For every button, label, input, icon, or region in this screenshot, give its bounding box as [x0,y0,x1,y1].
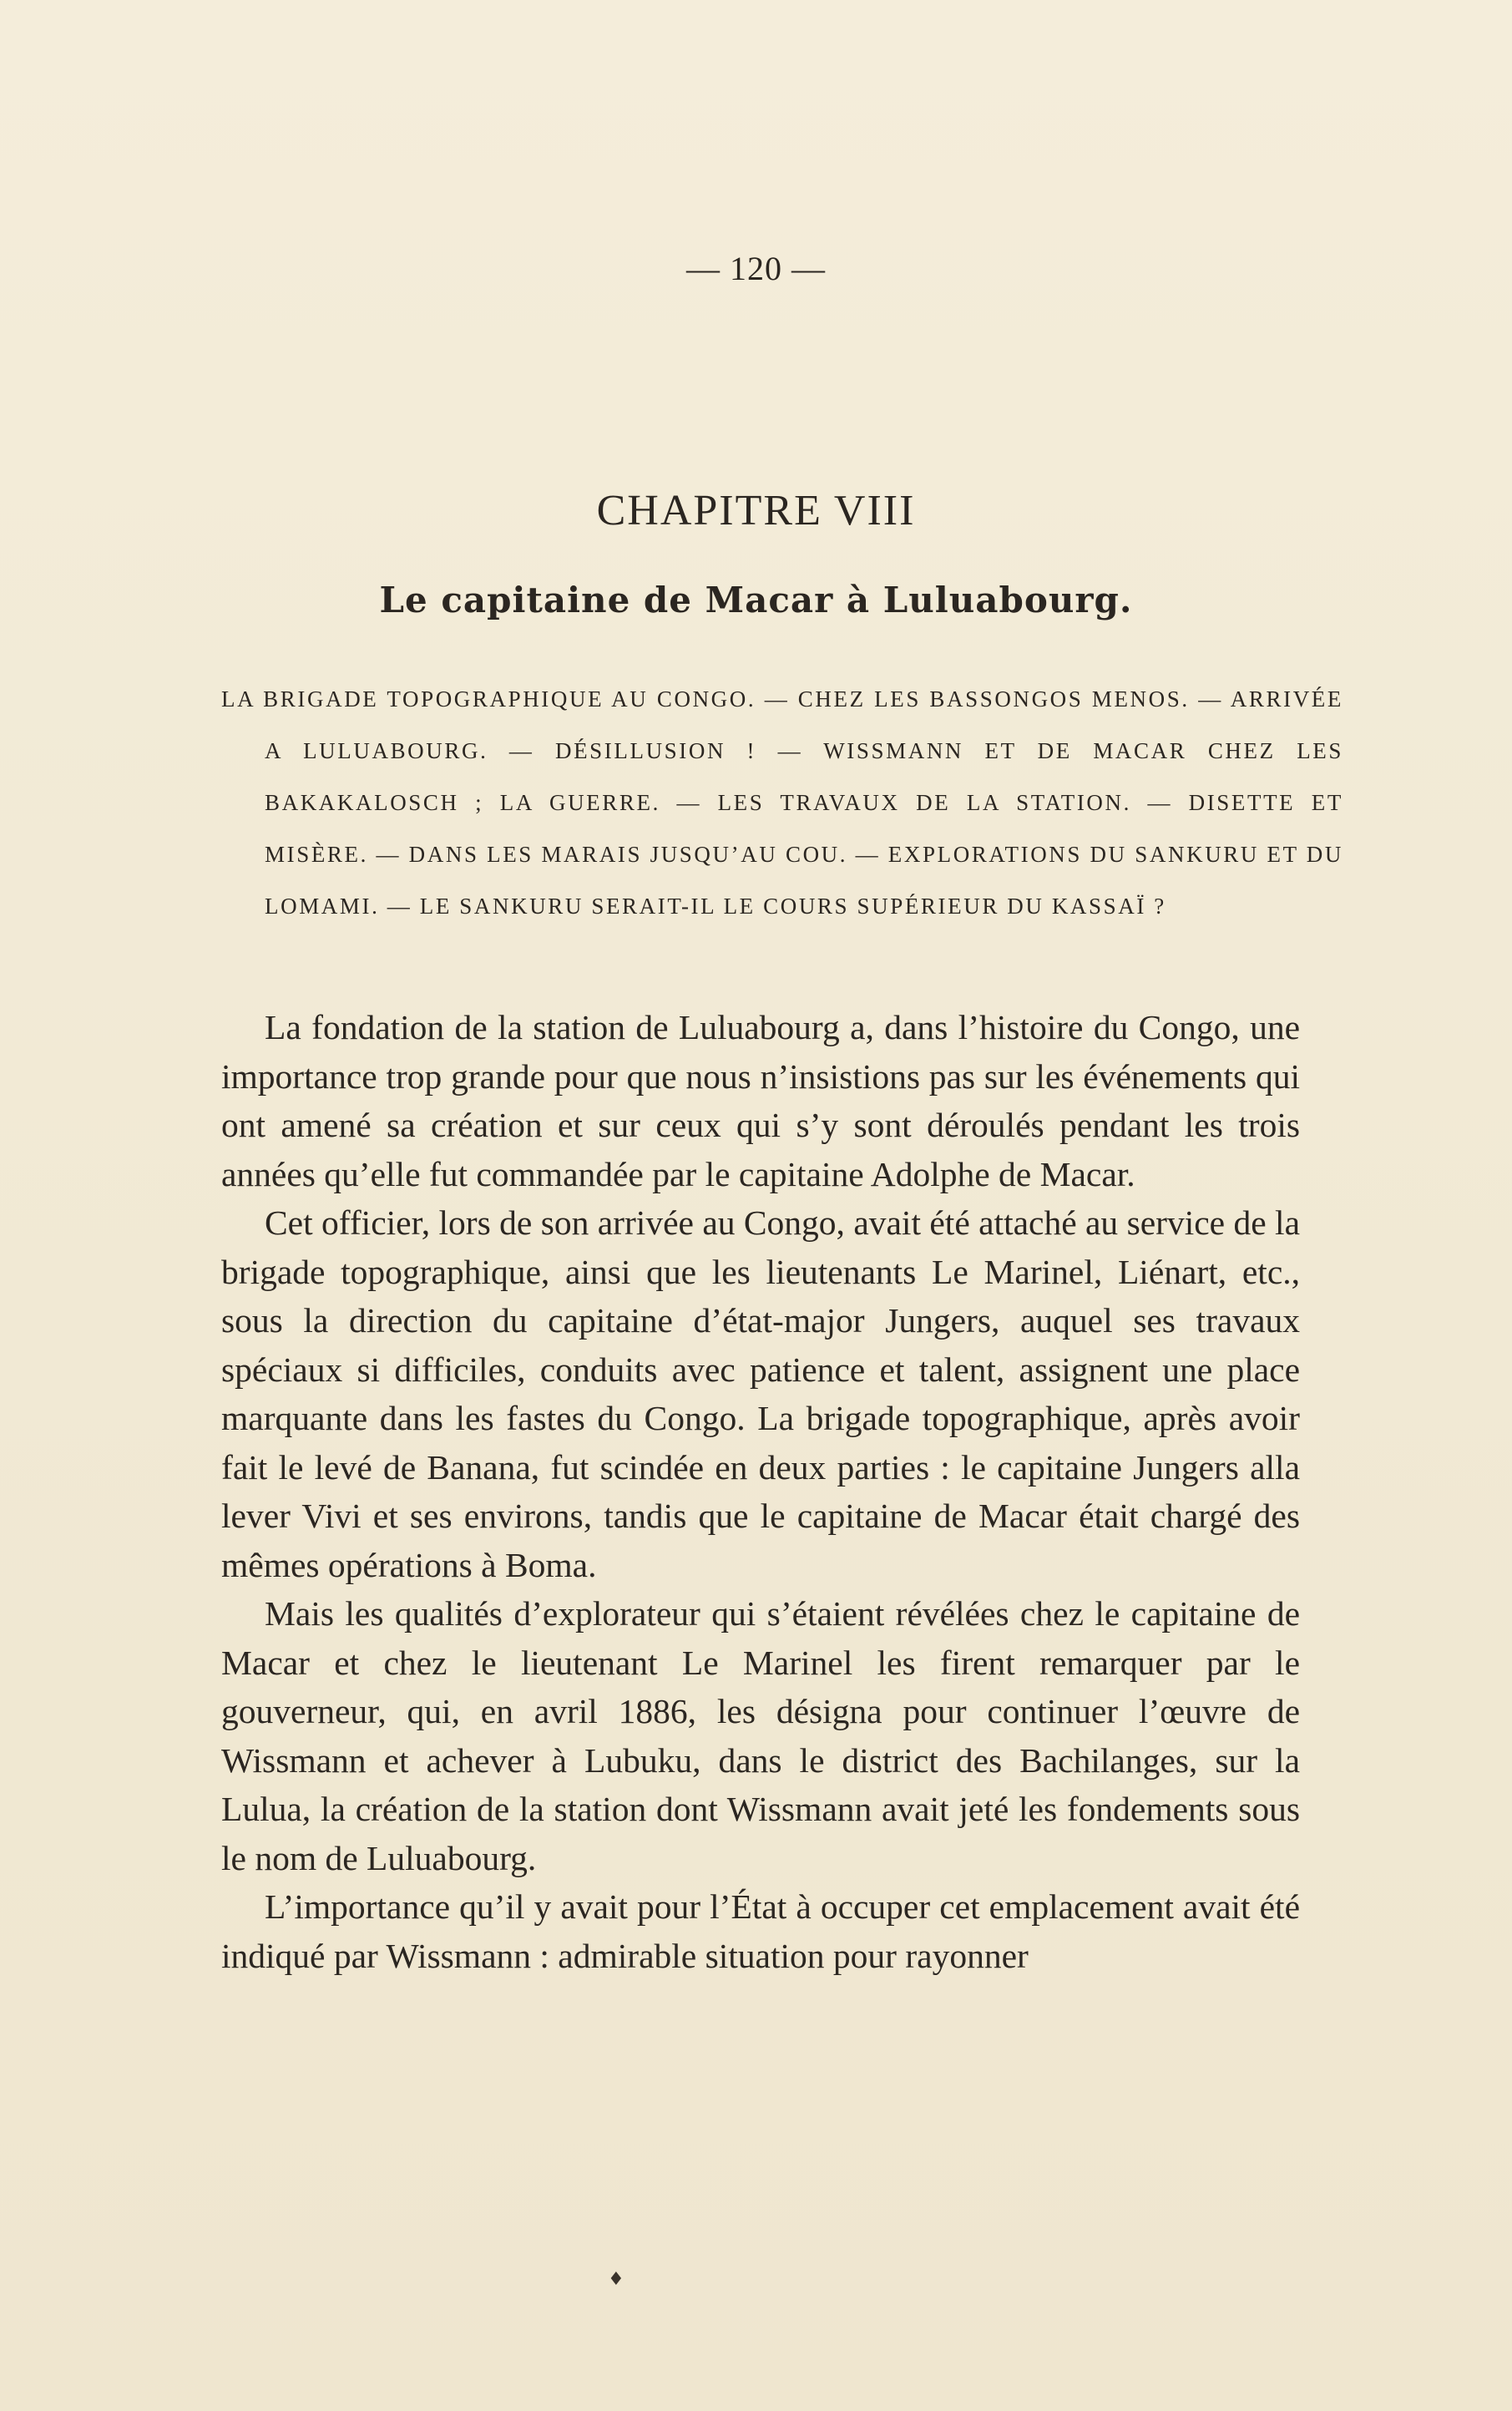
paragraph: Mais les qualités d’explorateur qui s’étaient révélées chez le capitaine de Macar et chez le lieutenant Le Marinel les firent remarquer par le gouverneur, qui, en avril 1886, les désigna pour continuer l’œuvre de Wissmann et achever à Lubuku, dans le district des Bachilanges, sur la Lulua, la création de la station dont Wissmann avait jeté les fondements sous le nom de Luluabourg. [221,1594,1300,1877]
paragraph: La fondation de la station de Luluabourg a, dans l’histoire du Congo, une importance trop grande pour que nous n’insistions pas sur les événements qui ont amené sa création et sur ceux qui s’y sont déroulés pendant les trois années qu’elle fut commandée par le capitaine Adolphe de Macar. [221,1008,1300,1193]
printer-mark: ♦ [608,2269,625,2290]
paragraph: L’importance qu’il y avait pour l’État à occuper cet emplacement avait été indiqué par Wissmann : admirable situation pour rayonner [221,1887,1300,1975]
body-text [221,1003,1300,1980]
chapter-summary: LA BRIGADE TOPOGRAPHIQUE AU CONGO. — CHEZ LES BASSONGOS MENOS. — ARRIVÉE A LULUABOURG. — DÉSILLUSION ! — WISSMANN ET DE MACAR CHEZ LES BAKAKALOSCH ; LA GUERRE. — LES TRAVAUX DE LA STATION. — DISETTE ET MISÈRE. — DANS LES MARAIS JUSQU’AU COU. — EXPLORATIONS DU SANKURU ET DU LOMAMI. — LE SANKURU SERAIT-IL LE COURS SUPÉRIEUR DU KASSAÏ ? [221,686,1343,919]
paragraph: Cet officier, lors de son arrivée au Congo, avait été attaché au service de la brigade topographique, ainsi que les lieutenants Le Marinel, Liénart, etc., sous la direction du capitaine d’état-major Jungers, auquel ses travaux spéciaux si difficiles, conduits avec patience et talent, assignent une place marquante dans les fastes du Congo. La brigade topographique, après avoir fait le levé de Banana, fut scindée en deux parties : le capitaine Jungers alla lever Vivi et ses environs, tandis que le capitaine de Macar était chargé des mêmes opérations à Boma. [221,1203,1300,1584]
chapter-title: CHAPITRE VIII [596,487,916,534]
chapter-subtitle: Le capitaine de Macar à Luluabourg. [379,580,1133,620]
page-number: — 120 — [686,250,826,287]
